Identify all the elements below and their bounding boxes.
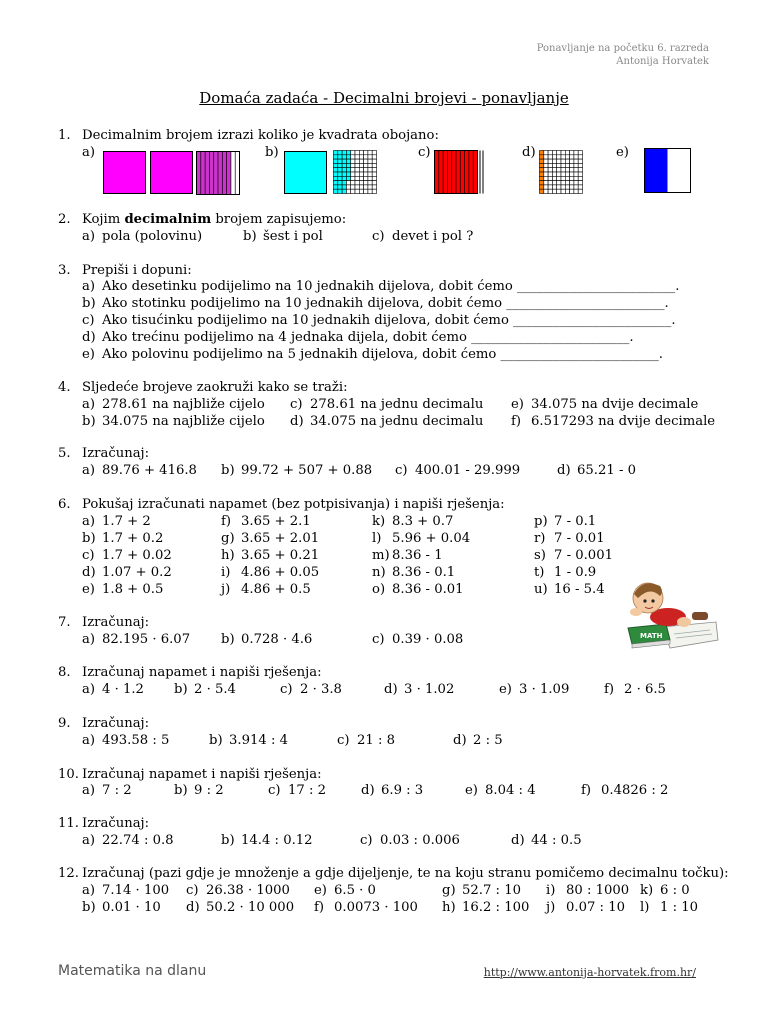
q3-number: 3. bbox=[58, 263, 71, 278]
figure-a-square-1 bbox=[103, 151, 146, 194]
q4-item: d) 34.075 na jednu decimalu bbox=[290, 414, 484, 429]
q10-number: 10. bbox=[58, 767, 79, 782]
q4-item: b) 34.075 na najbliže cijelo bbox=[82, 414, 265, 429]
page-title: Domaća zadaća - Decimalni brojevi - ponavljanje bbox=[199, 89, 569, 107]
q4-item: c) 278.61 na jednu decimalu bbox=[290, 397, 484, 412]
q3-text: Prepiši i dopuni: bbox=[82, 263, 192, 278]
q4-item: f) 6.517293 na dvije decimale bbox=[511, 414, 716, 429]
q10-item: b) 9 : 2 bbox=[174, 783, 224, 798]
q9-text: Izračunaj: bbox=[82, 716, 150, 731]
q5-item: a) 89.76 + 416.8 bbox=[82, 463, 197, 478]
q11-text: Izračunaj: bbox=[82, 816, 150, 831]
q12-item: l) 1 : 10 bbox=[640, 900, 698, 915]
q3-item: d) Ako trećinu podijelimo na 4 jednaka dijela, dobit ćemo ________________________. bbox=[82, 330, 634, 345]
child-studying-clipart bbox=[614, 572, 724, 652]
q6-item: t) 1 - 0.9 bbox=[534, 565, 597, 580]
q12-item: e) 6.5 · 0 bbox=[314, 883, 376, 898]
clipart-book-label: MATH bbox=[640, 632, 663, 640]
q6-item: d) 1.07 + 0.2 bbox=[82, 565, 172, 580]
q6-item: j) 4.86 + 0.5 bbox=[221, 582, 311, 597]
q4-item: a) 278.61 na najbliže cijelo bbox=[82, 397, 265, 412]
q8-number: 8. bbox=[58, 665, 71, 680]
q3-item: b) Ako stotinku podijelimo na 10 jednakih dijelova, dobit ćemo ________________________. bbox=[82, 296, 669, 311]
q7-text: Izračunaj: bbox=[82, 615, 150, 630]
q8-item: d) 3 · 1.02 bbox=[384, 682, 455, 697]
q3-item: a) Ako desetinku podijelimo na 10 jednakih dijelova, dobit ćemo ________________________. bbox=[82, 279, 680, 294]
figure-b-grid bbox=[333, 150, 379, 196]
q1-label-e: e) bbox=[616, 145, 629, 160]
q8-item: b) 2 · 5.4 bbox=[174, 682, 236, 697]
q5-number: 5. bbox=[58, 446, 71, 461]
q6-item: a) 1.7 + 2 bbox=[82, 514, 151, 529]
q2-number: 2. bbox=[58, 212, 71, 227]
q12-item: g) 52.7 : 10 bbox=[442, 883, 521, 898]
header-line1: Ponavljanje na početku 6. razreda bbox=[536, 43, 709, 54]
q6-item: b) 1.7 + 0.2 bbox=[82, 531, 164, 546]
q11-item: a) 22.74 : 0.8 bbox=[82, 833, 174, 848]
q10-item: a) 7 : 2 bbox=[82, 783, 132, 798]
q7-item: c) 0.39 · 0.08 bbox=[372, 632, 464, 647]
q12-text: Izračunaj (pazi gdje je množenje a gdje dijeljenje, te na koju stranu pomičemo decimalnu točku): bbox=[82, 866, 729, 881]
q4-item: e) 34.075 na dvije decimale bbox=[511, 397, 699, 412]
q6-item: m) 8.36 - 1 bbox=[372, 548, 443, 563]
q1-number: 1. bbox=[58, 128, 71, 143]
q9-number: 9. bbox=[58, 716, 71, 731]
q10-item: e) 8.04 : 4 bbox=[465, 783, 536, 798]
q11-item: b) 14.4 : 0.12 bbox=[221, 833, 313, 848]
q12-item: h) 16.2 : 100 bbox=[442, 900, 530, 915]
q3-item: c) Ako tisućinku podijelimo na 10 jednakih dijelova, dobit ćemo ________________________. bbox=[82, 313, 676, 328]
footer-brand: Matematika na dlanu bbox=[58, 963, 207, 979]
q12-item: f) 0.0073 · 100 bbox=[314, 900, 418, 915]
q12-number: 12. bbox=[58, 866, 79, 881]
q5-item: d) 65.21 - 0 bbox=[557, 463, 636, 478]
q10-item: c) 17 : 2 bbox=[268, 783, 326, 798]
q5-item: b) 99.72 + 507 + 0.88 bbox=[221, 463, 373, 478]
q12-item: j) 0.07 : 10 bbox=[546, 900, 625, 915]
q6-item: i) 4.86 + 0.05 bbox=[221, 565, 320, 580]
q7-number: 7. bbox=[58, 615, 71, 630]
q6-item: o) 8.36 - 0.01 bbox=[372, 582, 464, 597]
q1-label-c: c) bbox=[418, 145, 431, 160]
q3-item: e) Ako polovinu podijelimo na 5 jednakih dijelova, dobit ćemo ________________________. bbox=[82, 347, 663, 362]
q6-item: r) 7 - 0.01 bbox=[534, 531, 605, 546]
q2-item: b) šest i pol bbox=[243, 229, 323, 244]
q9-item: d) 2 : 5 bbox=[453, 733, 503, 748]
q6-item: n) 8.36 - 0.1 bbox=[372, 565, 456, 580]
q11-number: 11. bbox=[58, 816, 79, 831]
q4-number: 4. bbox=[58, 380, 71, 395]
figure-a-square-2 bbox=[150, 151, 193, 194]
q10-text: Izračunaj napamet i napiši rješenja: bbox=[82, 767, 322, 782]
q2-item: c) devet i pol ? bbox=[372, 229, 474, 244]
figure-d-grid bbox=[539, 150, 585, 196]
q12-item: i) 80 : 1000 bbox=[546, 883, 630, 898]
q6-item: u) 16 - 5.4 bbox=[534, 582, 605, 597]
q8-item: e) 3 · 1.09 bbox=[499, 682, 570, 697]
q9-item: b) 3.914 : 4 bbox=[209, 733, 288, 748]
q8-item: a) 4 · 1.2 bbox=[82, 682, 144, 697]
q10-item: d) 6.9 : 3 bbox=[361, 783, 424, 798]
q9-item: c) 21 : 8 bbox=[337, 733, 395, 748]
figure-a-square-3 bbox=[196, 151, 241, 197]
q7-item: a) 82.195 · 6.07 bbox=[82, 632, 191, 647]
q1-label-b: b) bbox=[265, 145, 279, 160]
q1-label-d: d) bbox=[522, 145, 536, 160]
q6-item: s) 7 - 0.001 bbox=[534, 548, 613, 563]
q8-item: c) 2 · 3.8 bbox=[280, 682, 342, 697]
q11-item: c) 0.03 : 0.006 bbox=[360, 833, 460, 848]
q1-label-a: a) bbox=[82, 145, 96, 160]
q10-item: f) 0.4826 : 2 bbox=[581, 783, 669, 798]
q6-item: g) 3.65 + 2.01 bbox=[221, 531, 320, 546]
figure-b-square-1 bbox=[284, 151, 327, 194]
q8-item: f) 2 · 6.5 bbox=[604, 682, 666, 697]
q6-number: 6. bbox=[58, 497, 71, 512]
q6-item: c) 1.7 + 0.02 bbox=[82, 548, 172, 563]
q8-text: Izračunaj napamet i napiši rješenja: bbox=[82, 665, 322, 680]
q11-item: d) 44 : 0.5 bbox=[511, 833, 582, 848]
q2-item: a) pola (polovinu) bbox=[82, 229, 203, 244]
q9-item: a) 493.58 : 5 bbox=[82, 733, 170, 748]
q6-text: Pokušaj izračunati napamet (bez potpisivanja) i napiši rješenja: bbox=[82, 497, 505, 512]
q1-text: Decimalnim brojem izrazi koliko je kvadrata obojano: bbox=[82, 128, 439, 143]
footer-link[interactable]: http://www.antonija-horvatek.from.hr/ bbox=[483, 966, 696, 979]
q6-item: l) 5.96 + 0.04 bbox=[372, 531, 471, 546]
q6-item: p) 7 - 0.1 bbox=[534, 514, 597, 529]
header-line2: Antonija Horvatek bbox=[616, 56, 709, 67]
q12-item: d) 50.2 · 10 000 bbox=[186, 900, 295, 915]
q12-item: k) 6 : 0 bbox=[640, 883, 690, 898]
q6-item: e) 1.8 + 0.5 bbox=[82, 582, 164, 597]
q6-item: f) 3.65 + 2.1 bbox=[221, 514, 311, 529]
q5-item: c) 400.01 - 29.999 bbox=[395, 463, 521, 478]
q5-text: Izračunaj: bbox=[82, 446, 150, 461]
q6-item: k) 8.3 + 0.7 bbox=[372, 514, 454, 529]
q12-item: c) 26.38 · 1000 bbox=[186, 883, 290, 898]
q4-text: Sljedeće brojeve zaokruži kako se traži: bbox=[82, 380, 348, 395]
q7-item: b) 0.728 · 4.6 bbox=[221, 632, 313, 647]
q12-item: b) 0.01 · 10 bbox=[82, 900, 161, 915]
q12-item: a) 7.14 · 100 bbox=[82, 883, 170, 898]
figure-e-half-square bbox=[644, 148, 691, 193]
q2-text: Kojim decimalnim brojem zapisujemo: bbox=[82, 212, 347, 227]
figure-c-strips bbox=[434, 150, 484, 196]
q6-item: h) 3.65 + 0.21 bbox=[221, 548, 320, 563]
